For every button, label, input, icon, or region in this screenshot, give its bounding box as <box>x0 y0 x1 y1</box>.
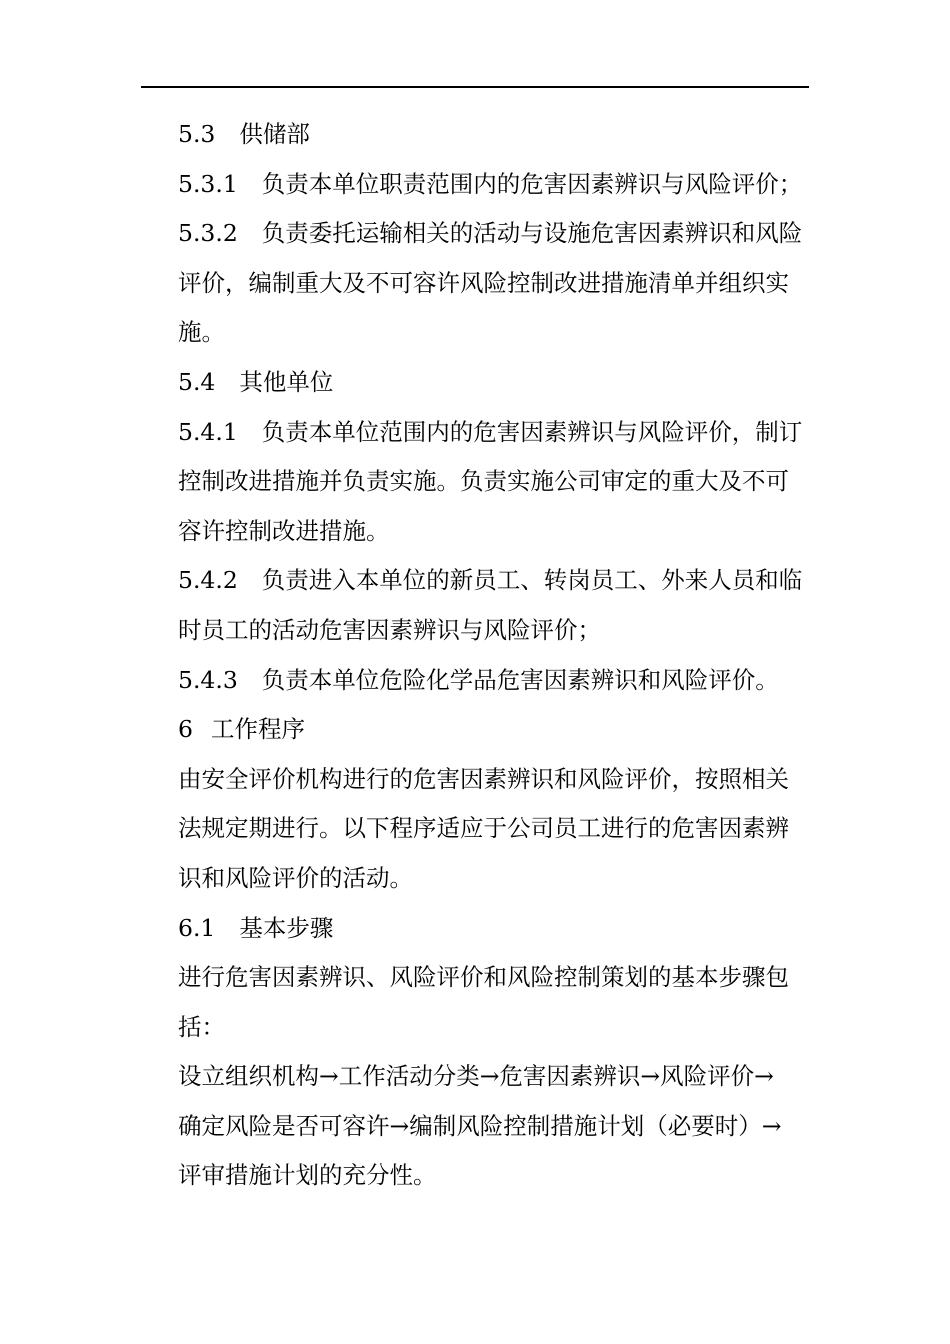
section-number: 6 <box>178 715 193 744</box>
steps-line-3: 评审措施计划的充分性。 <box>178 1161 437 1190</box>
item-text: 负责委托运输相关的活动与设施危害因素辨识和风险 <box>261 219 803 248</box>
item-5-3-2-line-3: 施。 <box>178 318 225 347</box>
heading-5-3 <box>178 110 818 160</box>
section-title: 基本步骤 <box>239 913 334 942</box>
item-5-4-1-line-3: 容许控制改进措施。 <box>178 516 390 545</box>
section-title: 供储部 <box>239 120 310 148</box>
header-rule <box>141 86 809 88</box>
item-number: 5.4.1 <box>178 417 238 446</box>
steps-line-1: 设立组织机构→工作活动分类→危害因素辨识→风险评价→ <box>178 1062 774 1091</box>
heading-5-4 <box>178 358 818 408</box>
section-number: 5.3 <box>178 120 216 148</box>
heading-6 <box>178 705 818 755</box>
item-number: 5.4.3 <box>178 665 238 694</box>
paragraph-6-line-2: 法规定期进行。以下程序适应于公司员工进行的危害因素辨 <box>178 814 789 843</box>
item-number: 5.3.1 <box>178 169 238 198</box>
item-5-4-3 <box>178 656 818 706</box>
item-text: 负责本单位范围内的危害因素辨识与风险评价，制订 <box>261 417 803 446</box>
item-text: 负责本单位危险化学品危害因素辨识和风险评价。 <box>261 665 779 694</box>
document-body <box>178 110 818 1201</box>
item-5-4-2-line-1 <box>178 556 818 606</box>
paragraph-6-1-line-1: 进行危害因素辨识、风险评价和风险控制策划的基本步骤包 <box>178 963 789 992</box>
item-5-4-2-line-2: 时员工的活动危害因素辨识与风险评价； <box>178 615 601 644</box>
section-title: 其他单位 <box>239 367 334 396</box>
item-text: 负责进入本单位的新员工、转岗员工、外来人员和临 <box>261 566 803 595</box>
steps-line-2: 确定风险是否可容许→编制风险控制措施计划（必要时）→ <box>178 1111 782 1140</box>
paragraph-6-line-1: 由安全评价机构进行的危害因素辨识和风险评价，按照相关 <box>178 764 789 793</box>
paragraph-6-line-3: 识和风险评价的活动。 <box>178 863 413 892</box>
item-5-3-2-line-1 <box>178 209 818 259</box>
item-number: 5.4.2 <box>178 566 238 595</box>
section-title: 工作程序 <box>210 715 305 744</box>
paragraph-6-1-line-2: 括： <box>178 1012 225 1041</box>
item-5-3-2-line-2: 评价，编制重大及不可容许风险控制改进措施清单并组织实 <box>178 268 789 297</box>
section-number: 6.1 <box>178 913 216 942</box>
item-text: 负责本单位职责范围内的危害因素辨识与风险评价； <box>261 169 803 198</box>
heading-6-1 <box>178 904 818 954</box>
item-5-4-1-line-1 <box>178 408 818 458</box>
item-5-4-1-line-2: 控制改进措施并负责实施。负责实施公司审定的重大及不可 <box>178 467 789 496</box>
item-5-3-1 <box>178 160 818 210</box>
section-number: 5.4 <box>178 367 216 396</box>
item-number: 5.3.2 <box>178 219 238 248</box>
